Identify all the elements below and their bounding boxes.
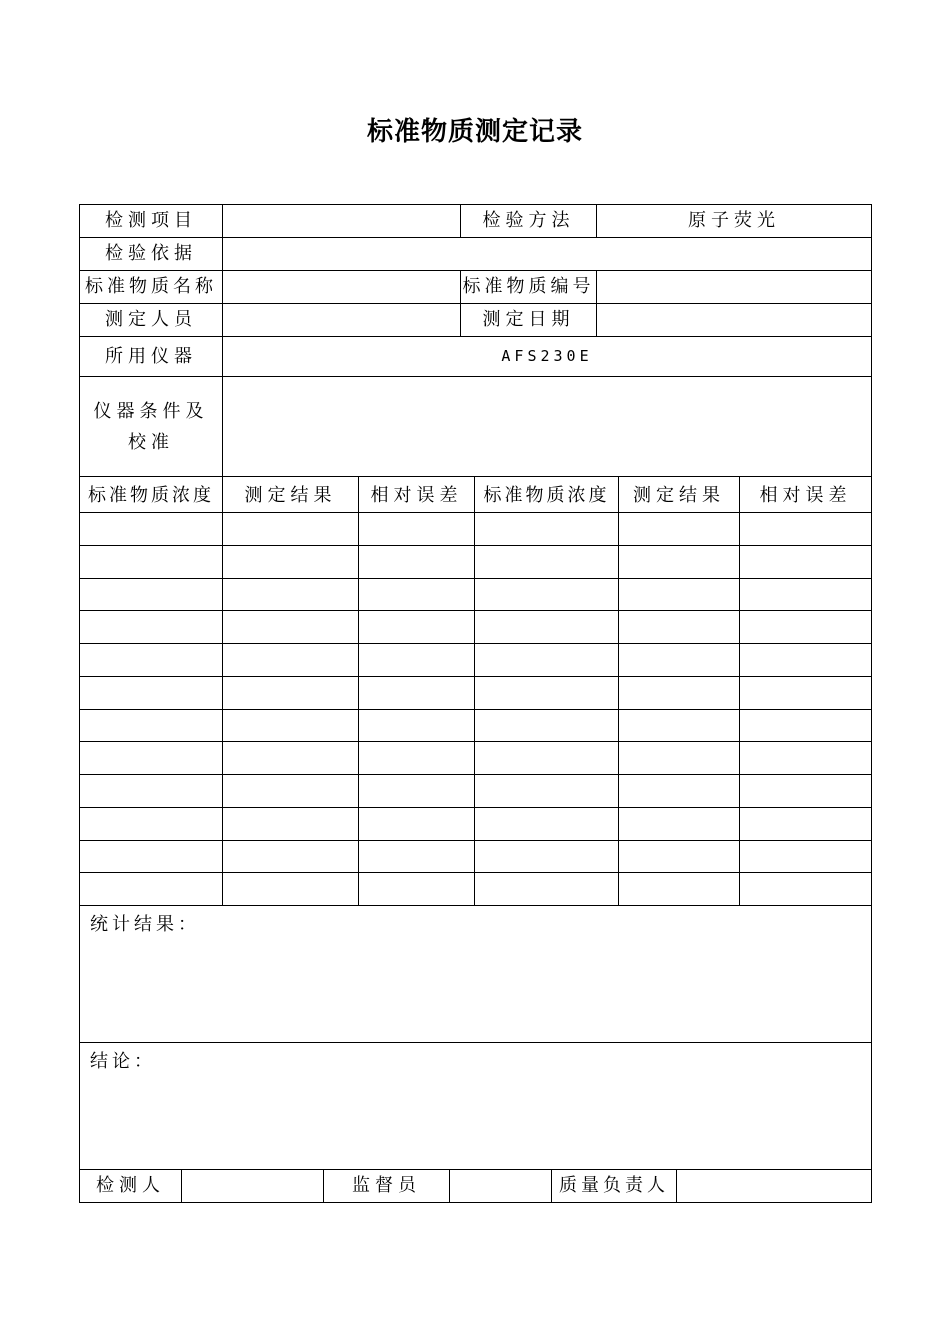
measurement-cell[interactable]	[740, 742, 871, 775]
measurement-cell[interactable]	[475, 742, 618, 775]
quality-manager-label: 质量负责人	[559, 1175, 669, 1196]
measurement-cell[interactable]	[80, 742, 222, 775]
measurement-cell[interactable]	[223, 841, 358, 874]
conditions-label-line1: 仪器条件及	[93, 400, 209, 422]
measurement-cell[interactable]	[619, 644, 739, 677]
measurement-cell[interactable]	[223, 710, 358, 743]
measurement-cell[interactable]	[223, 579, 358, 612]
measurement-cell[interactable]	[740, 808, 871, 841]
measurement-cell[interactable]	[359, 644, 474, 677]
measurement-cell[interactable]	[740, 513, 871, 546]
col-header-rel-error-1: 相对误差	[370, 484, 463, 506]
measurement-cell[interactable]	[475, 579, 618, 612]
ref-name-field[interactable]	[223, 271, 460, 303]
measurement-cell[interactable]	[223, 513, 358, 546]
measurement-cell[interactable]	[619, 775, 739, 808]
conditions-label-line2: 校准	[128, 431, 174, 453]
table-rule	[79, 1042, 872, 1043]
measurement-cell[interactable]	[740, 677, 871, 710]
measurement-cell[interactable]	[740, 546, 871, 579]
measurement-cell[interactable]	[619, 710, 739, 743]
operator-label: 测定人员	[105, 309, 197, 330]
measurement-cell[interactable]	[619, 677, 739, 710]
method-field[interactable]: 原子荧光	[688, 210, 780, 231]
measurement-cell[interactable]	[223, 546, 358, 579]
col-header-rel-error-2: 相对误差	[759, 484, 852, 506]
measurement-cell[interactable]	[359, 611, 474, 644]
measurement-cell[interactable]	[740, 775, 871, 808]
measurement-cell[interactable]	[475, 873, 618, 906]
measurement-cell[interactable]	[223, 611, 358, 644]
test-item-label: 检测项目	[105, 210, 197, 231]
measurement-cell[interactable]	[475, 710, 618, 743]
measurement-cell[interactable]	[359, 808, 474, 841]
measurement-cell[interactable]	[359, 513, 474, 546]
measurement-cell[interactable]	[475, 841, 618, 874]
ref-no-label: 标准物质编号	[462, 276, 595, 297]
measurement-cell[interactable]	[740, 579, 871, 612]
measurement-cell[interactable]	[475, 546, 618, 579]
measurement-cell[interactable]	[80, 808, 222, 841]
supervisor-field[interactable]	[450, 1170, 551, 1202]
measurement-cell[interactable]	[80, 611, 222, 644]
col-header-result-2: 测定结果	[633, 484, 725, 506]
measurement-cell[interactable]	[80, 677, 222, 710]
measurement-cell[interactable]	[359, 677, 474, 710]
instrument-label: 所用仪器	[105, 345, 197, 367]
measurement-cell[interactable]	[475, 808, 618, 841]
measurement-cell[interactable]	[619, 873, 739, 906]
stats-field[interactable]	[81, 940, 871, 1042]
measurement-cell[interactable]	[740, 644, 871, 677]
basis-label: 检验依据	[105, 243, 197, 264]
operator-field[interactable]	[223, 304, 460, 336]
measurement-cell[interactable]	[619, 808, 739, 841]
measurement-cell[interactable]	[223, 775, 358, 808]
supervisor-label: 监督员	[352, 1175, 421, 1196]
measurement-cell[interactable]	[80, 873, 222, 906]
measurement-cell[interactable]	[619, 611, 739, 644]
ref-name-label: 标准物质名称	[85, 276, 217, 297]
measurement-cell[interactable]	[619, 579, 739, 612]
measurement-cell[interactable]	[475, 775, 618, 808]
ref-no-field[interactable]	[597, 271, 871, 303]
measurement-cell[interactable]	[223, 677, 358, 710]
measurement-cell[interactable]	[359, 710, 474, 743]
table-rule	[79, 476, 872, 477]
method-label: 检验方法	[482, 210, 575, 231]
measurement-cell[interactable]	[80, 710, 222, 743]
measurement-cell[interactable]	[740, 873, 871, 906]
tester-label: 检测人	[96, 1175, 165, 1196]
measurement-cell[interactable]	[619, 546, 739, 579]
measurement-cell[interactable]	[619, 841, 739, 874]
measurement-cell[interactable]	[80, 644, 222, 677]
quality-manager-field[interactable]	[677, 1170, 871, 1202]
measurement-cell[interactable]	[223, 644, 358, 677]
instrument-field[interactable]: AFS230E	[501, 347, 593, 365]
measurement-cell[interactable]	[359, 841, 474, 874]
measurement-cell[interactable]	[359, 546, 474, 579]
measurement-cell[interactable]	[223, 742, 358, 775]
measurement-cell[interactable]	[475, 513, 618, 546]
col-header-ref-conc-1: 标准物质浓度	[88, 484, 214, 506]
stats-label: 统计结果：	[90, 914, 200, 935]
measurement-cell[interactable]	[475, 611, 618, 644]
measurement-cell[interactable]	[359, 742, 474, 775]
measurement-cell[interactable]	[619, 742, 739, 775]
document-title: 标准物质测定记录	[366, 117, 583, 147]
table-rule	[871, 204, 872, 1203]
measurement-cell[interactable]	[80, 513, 222, 546]
basis-field[interactable]	[223, 238, 871, 270]
measurement-cell[interactable]	[80, 775, 222, 808]
tester-field[interactable]	[182, 1170, 323, 1202]
measurement-cell[interactable]	[359, 873, 474, 906]
measurement-cell[interactable]	[223, 808, 358, 841]
conditions-field[interactable]	[223, 377, 871, 476]
measurement-cell[interactable]	[359, 579, 474, 612]
conclusion-label: 结论：	[90, 1051, 156, 1072]
measurement-cell[interactable]	[80, 546, 222, 579]
test-item-field[interactable]	[223, 205, 460, 237]
col-header-result-1: 测定结果	[244, 484, 337, 506]
conclusion-field[interactable]	[81, 1077, 871, 1169]
col-header-ref-conc-2: 标准物质浓度	[483, 484, 610, 506]
measurement-cell[interactable]	[475, 644, 618, 677]
table-rule	[79, 1202, 872, 1203]
measurement-cell[interactable]	[475, 677, 618, 710]
date-field[interactable]	[597, 304, 871, 336]
measurement-cell[interactable]	[80, 579, 222, 612]
measurement-cell[interactable]	[619, 513, 739, 546]
measurement-cell[interactable]	[223, 873, 358, 906]
measurement-cell[interactable]	[740, 710, 871, 743]
date-label: 测定日期	[482, 309, 575, 330]
measurement-cell[interactable]	[740, 841, 871, 874]
measurement-cell[interactable]	[740, 611, 871, 644]
conditions-label	[80, 377, 222, 476]
measurement-cell[interactable]	[359, 775, 474, 808]
measurement-cell[interactable]	[80, 841, 222, 874]
